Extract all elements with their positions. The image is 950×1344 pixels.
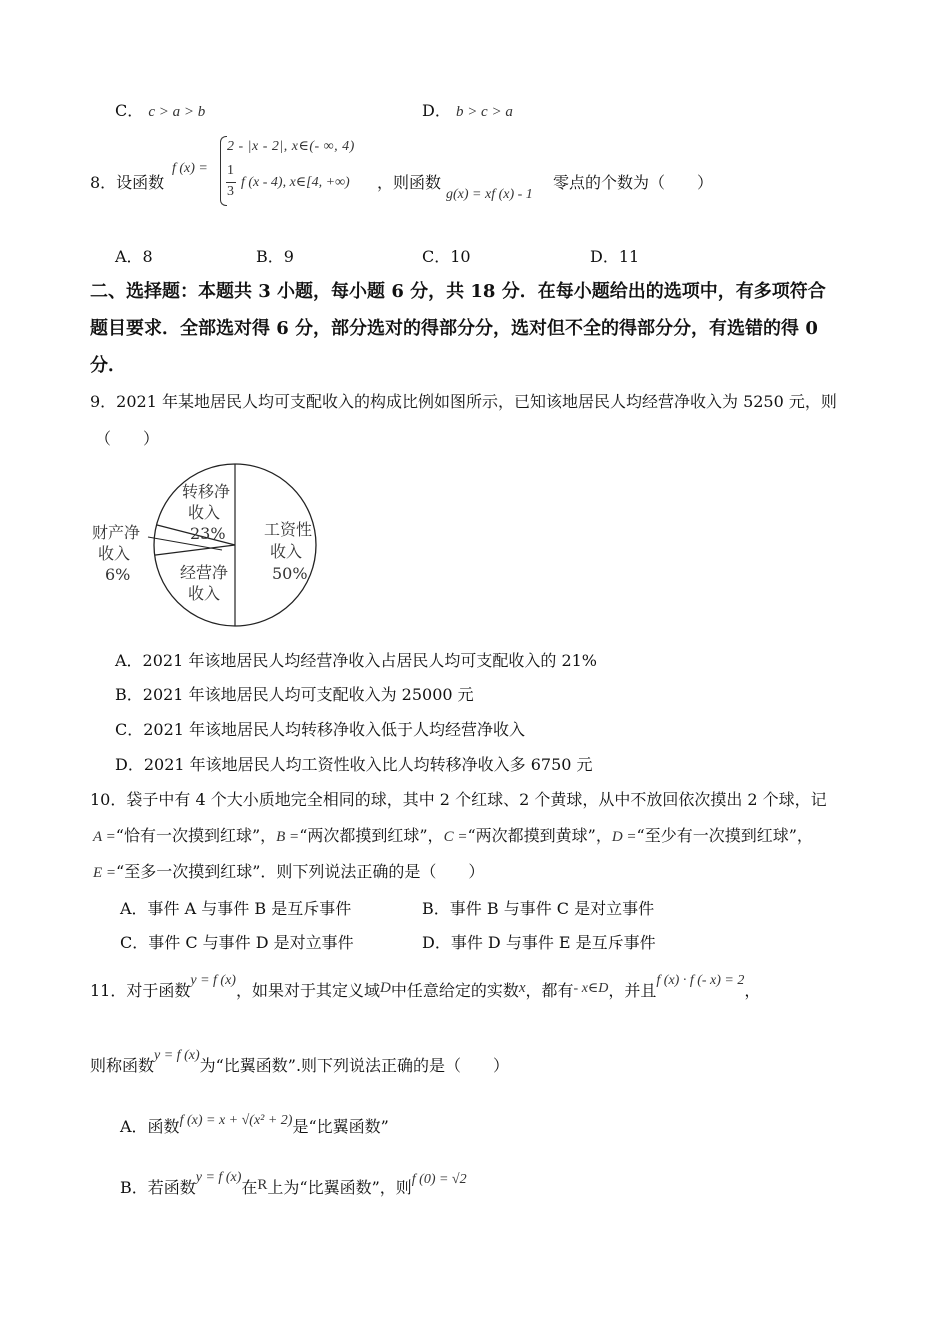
q9-option-a: A．2021 年该地居民人均经营净收入占居民人均可支配收入的 21% (115, 651, 598, 670)
math-expression: y = f (x) (195, 1170, 242, 1185)
fraction-bar (226, 182, 236, 183)
math-expression: c > a > b (148, 104, 206, 120)
slice-label-wage-value: 50% (272, 564, 308, 583)
math-expression: f (0) = √2 (411, 1172, 467, 1187)
q8-frac-den: 3 (227, 184, 234, 199)
text: ，都有 (525, 981, 574, 1000)
option-label: D． (422, 101, 451, 120)
event-e-text: “至多一次摸到红球”．则下列说法正确的是（ ） (116, 862, 485, 881)
slice-label-property-value: 6% (105, 565, 131, 584)
text: ，并且 (608, 981, 657, 1000)
q8-option-b: B．9 (256, 247, 294, 266)
piecewise-brace (220, 136, 227, 206)
q11-option-a (120, 1113, 389, 1140)
q8-prefix: 8．设函数 (90, 173, 165, 192)
q11-line2 (90, 1048, 510, 1079)
q8-g-expr: g(x) = xf (x) - 1 (446, 187, 533, 202)
text: ，如果对于其定义域 (235, 981, 380, 1000)
section2-line3: 分． (90, 355, 126, 376)
math-expression: - x∈D (573, 981, 609, 996)
q8-frac-num: 1 (227, 163, 234, 178)
text: ， (744, 981, 761, 1000)
q10-line2 (93, 825, 813, 848)
q9-option-b: B．2021 年该地居民人均可支配收入为 25000 元 (115, 685, 474, 704)
event-b-symbol: B = (276, 829, 300, 845)
slice-label-transfer-value: 23% (190, 524, 226, 543)
event-a-text: “恰有一次摸到红球”， (115, 826, 277, 845)
event-b-text: “两次都摸到红球”， (299, 826, 444, 845)
text: 为“比翼函数”.则下列说法正确的是（ ） (199, 1056, 510, 1075)
pie-slice-boundary-2 (155, 545, 235, 555)
event-d-text: “至少有一次摸到红球”， (636, 826, 813, 845)
event-a-symbol: A = (93, 829, 116, 845)
text: 中任意给定的实数 (390, 981, 519, 1000)
slice-label-wage-1: 工资性 (264, 520, 313, 539)
q11-option-b (120, 1170, 467, 1201)
q8-option-c: C．10 (422, 247, 471, 266)
q8-middle: ，则函数 (377, 173, 442, 192)
q8-piece2: f (x - 4), x∈[4, +∞) (241, 175, 350, 190)
q9-stem-line2: （ ） (95, 429, 160, 448)
q8-option-d: D．11 (590, 247, 640, 266)
math-expression: R (257, 1177, 268, 1193)
text: 是“比翼函数” (292, 1117, 389, 1136)
slice-label-transfer-2: 收入 (188, 503, 221, 522)
q10-option-a: A．事件 A 与事件 B 是互斥事件 (120, 899, 352, 918)
slice-label-wage-2: 收入 (270, 542, 303, 561)
slice-label-property-1: 财产净 (92, 523, 141, 542)
q10-option-b: B．事件 B 与事件 C 是对立事件 (422, 899, 655, 918)
q9-stem-line1: 9．2021 年某地居民人均可支配收入的构成比例如图所示，已知该地居民人均经营净收入为 5250 元，则 (90, 392, 837, 411)
q9-option-d: D．2021 年该地居民人均工资性收入比人均转移净收入多 6750 元 (115, 755, 593, 774)
section2-line2: 题目要求．全部选对得 6 分，部分选对的得部分分，选对但不全的得部分分，有选错的得 0 (90, 318, 818, 339)
q8-suffix: 零点的个数为（ ） (553, 173, 714, 192)
math-expression: D (379, 980, 391, 996)
math-expression: f (x) = x + √(x² + 2) (179, 1113, 293, 1128)
text: 在 (241, 1178, 258, 1197)
slice-label-operating-1: 经营净 (180, 563, 229, 582)
math-expression: b > c > a (455, 104, 513, 120)
q10-option-d: D．事件 D 与事件 E 是互斥事件 (422, 933, 656, 952)
q10-line3 (93, 861, 484, 884)
slice-label-transfer-1: 转移净 (182, 482, 231, 501)
event-e-symbol: E = (93, 865, 117, 881)
q7-option-c (115, 100, 205, 123)
math-expression: y = f (x) (154, 1048, 200, 1063)
text: 上为“比翼函数”，则 (267, 1178, 412, 1197)
slice-label-operating-2: 收入 (188, 584, 221, 603)
income-pie-chart (80, 458, 340, 630)
q9-option-c: C．2021 年该地居民人均转移净收入低于人均经营净收入 (115, 720, 526, 739)
text: A．函数 (120, 1117, 180, 1136)
math-expression: f (x) · f (- x) = 2 (656, 973, 745, 988)
math-expression: y = f (x) (190, 973, 236, 988)
text: 则称函数 (90, 1056, 155, 1075)
q7-option-d (422, 100, 513, 123)
event-d-symbol: D = (611, 829, 637, 845)
slice-label-property-2: 收入 (98, 544, 131, 563)
text: B．若函数 (120, 1178, 196, 1197)
q11-line1 (90, 973, 761, 1004)
section2-line1: 二、选择题：本题共 3 小题，每小题 6 分，共 18 分．在每小题给出的选项中，有多项符合 (90, 281, 826, 302)
q8-option-a: A．8 (115, 247, 153, 266)
option-label: C． (115, 101, 144, 120)
q8-f-lhs: f (x) = (172, 161, 208, 176)
event-c-symbol: C = (443, 829, 468, 845)
math-expression: x (518, 980, 526, 996)
q10-option-c: C．事件 C 与事件 D 是对立事件 (120, 933, 354, 952)
text: 11．对于函数 (90, 981, 191, 1000)
q10-line1: 10．袋子中有 4 个大小质地完全相同的球，其中 2 个红球、2 个黄球，从中不放回依次摸出 2 个球，记 (90, 790, 827, 809)
event-c-text: “两次都摸到黄球”， (467, 826, 612, 845)
q8-piece1: 2 - |x - 2|, x∈(- ∞, 4) (227, 139, 355, 154)
